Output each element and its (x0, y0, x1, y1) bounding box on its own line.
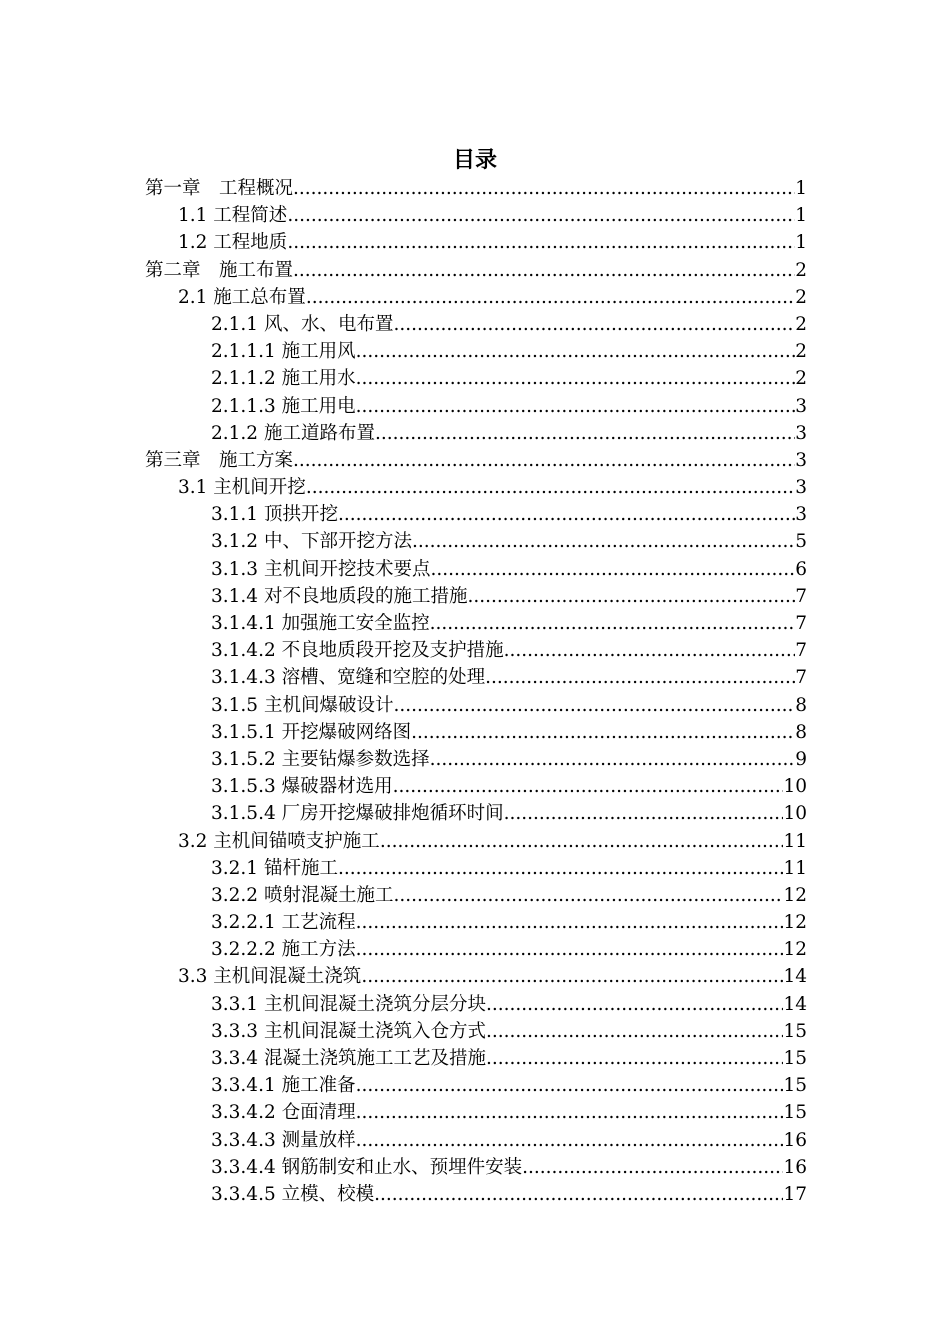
toc-entry-label: 3.3.4.2 仓面清理 (211, 1102, 356, 1124)
toc-entry[interactable] (145, 420, 807, 447)
toc-entry-label: 3.3.4.3 测量放样 (211, 1129, 356, 1151)
toc-entry[interactable] (145, 800, 807, 827)
dot-leader (356, 909, 784, 936)
toc-entry-page-number: 11 (783, 857, 807, 879)
dot-leader (306, 284, 795, 311)
dot-leader (287, 229, 795, 256)
toc-entry-label: 2.1.1.1 施工用风 (211, 341, 356, 363)
toc-entry-label: 3.2.2.1 工艺流程 (211, 912, 356, 934)
toc-entry-page-number: 7 (795, 667, 807, 689)
toc-entry-page-number: 16 (783, 1129, 807, 1151)
toc-entry[interactable] (145, 257, 807, 284)
toc-entry[interactable] (145, 963, 807, 990)
toc-entry[interactable] (145, 474, 807, 501)
toc-entry[interactable] (145, 1099, 807, 1126)
dot-leader (393, 882, 783, 909)
toc-entry[interactable] (145, 746, 807, 773)
toc-entry-page-number: 14 (783, 966, 807, 988)
toc-entry-label: 3.2 主机间锚喷支护施工 (178, 830, 380, 852)
toc-entry[interactable] (145, 610, 807, 637)
toc-entry-page-number: 2 (795, 286, 807, 308)
toc-entry[interactable] (145, 719, 807, 746)
toc-entry[interactable] (145, 1127, 807, 1154)
dot-leader (393, 773, 784, 800)
toc-entry[interactable] (145, 1072, 807, 1099)
toc-entry[interactable] (145, 556, 807, 583)
dot-leader (504, 637, 796, 664)
toc-entry[interactable] (145, 1018, 807, 1045)
dot-leader (306, 474, 795, 501)
dot-leader (374, 1181, 783, 1208)
toc-entry[interactable] (145, 447, 807, 474)
toc-entry-label: 2.1 施工总布置 (178, 286, 306, 308)
toc-entry[interactable] (145, 828, 807, 855)
toc-entry-label: 3.2.2.2 施工方法 (211, 939, 356, 961)
toc-entry-page-number: 12 (783, 912, 807, 934)
dot-leader (338, 501, 795, 528)
dot-leader (293, 447, 795, 474)
toc-entry-page-number: 3 (795, 422, 807, 444)
dot-leader (486, 1045, 783, 1072)
toc-entry-label: 3.2.1 锚杆施工 (211, 857, 338, 879)
toc-entry-label: 第二章 施工布置 (145, 259, 294, 281)
dot-leader (356, 365, 796, 392)
toc-entry-label: 第一章 工程概况 (145, 178, 294, 199)
dot-leader (430, 556, 795, 583)
toc-entry-label: 3.1.2 中、下部开挖方法 (211, 531, 412, 553)
toc-entry-label: 3.1.5.2 主要钻爆参数选择 (211, 748, 430, 770)
toc-entry-page-number: 2 (795, 368, 807, 390)
toc-entry-label: 2.1.1.3 施工用电 (211, 395, 356, 417)
toc-entry-label: 3.1.1 顶拱开挖 (211, 504, 338, 526)
toc-entry-label: 2.1.1 风、水、电布置 (211, 313, 394, 335)
toc-entry-label: 3.1.3 主机间开挖技术要点 (211, 558, 431, 580)
toc-entry-label: 3.1.4.1 加强施工安全监控 (211, 613, 430, 634)
dot-leader (411, 719, 795, 746)
toc-entry-label: 3.3.4 混凝土浇筑施工工艺及措施 (211, 1048, 486, 1069)
toc-entry-page-number: 10 (783, 776, 807, 798)
toc-entry-page-number: 12 (783, 939, 807, 961)
dot-leader (486, 991, 783, 1018)
toc-entry-page-number: 8 (795, 721, 807, 743)
toc-entry[interactable] (145, 501, 807, 528)
toc-entry-page-number: 1 (795, 178, 807, 199)
dot-leader (338, 855, 784, 882)
toc-entry-label: 2.1.1.2 施工用水 (211, 368, 356, 390)
toc-entry-page-number: 7 (795, 585, 807, 607)
toc-entry-label: 3.2.2 喷射混凝土施工 (211, 884, 394, 906)
toc-entry[interactable] (145, 936, 807, 963)
toc-entry-label: 3.1.5.1 开挖爆破网络图 (211, 721, 412, 743)
toc-entry-label: 3.3 主机间混凝土浇筑 (178, 966, 362, 988)
toc-entry-label: 3.1.4.3 溶槽、宽缝和空腔的处理 (211, 667, 486, 689)
toc-entry[interactable] (145, 882, 807, 909)
dot-leader (430, 610, 796, 637)
toc-entry[interactable] (145, 855, 807, 882)
toc-entry-label: 3.1.5.3 爆破器材选用 (211, 776, 393, 798)
toc-entry-page-number: 16 (783, 1156, 807, 1178)
dot-leader (504, 800, 784, 827)
toc-entry-page-number: 2 (795, 259, 807, 281)
toc-entry-label: 1.1 工程简述 (178, 205, 288, 227)
toc-entry-page-number: 12 (783, 884, 807, 906)
toc-entry-page-number: 8 (795, 694, 807, 716)
toc-entry[interactable] (145, 664, 807, 691)
dot-leader (356, 393, 796, 420)
dot-leader (293, 257, 795, 284)
toc-entry-page-number: 17 (783, 1183, 807, 1205)
toc-entry-page-number: 7 (795, 640, 807, 662)
toc-entry-page-number: 15 (783, 1075, 807, 1097)
toc-entry[interactable] (145, 1154, 807, 1181)
toc-entry[interactable] (145, 311, 807, 338)
toc-entry[interactable] (145, 365, 807, 392)
toc-entry-page-number: 14 (783, 993, 807, 1015)
dot-leader (485, 664, 795, 691)
dot-leader (287, 202, 795, 229)
toc-entry[interactable] (145, 338, 807, 365)
toc-title: 目录 (452, 148, 497, 173)
toc-entry-label: 2.1.2 施工道路布置 (211, 422, 375, 444)
dot-leader (356, 936, 784, 963)
dot-leader (356, 1127, 784, 1154)
toc-entry-page-number: 6 (795, 558, 807, 580)
toc-entry-page-number: 1 (795, 232, 807, 254)
toc-entry-page-number: 10 (783, 803, 807, 825)
toc-entry-label: 3.3.1 主机间混凝土浇筑分层分块 (211, 993, 486, 1015)
toc-entry-page-number: 15 (783, 1102, 807, 1124)
toc-entry[interactable] (145, 175, 807, 202)
toc-entry-page-number: 5 (795, 531, 807, 553)
toc-entry-page-number: 1 (795, 205, 807, 227)
toc-entry-label: 3.1.5.4 厂房开挖爆破排炮循环时间 (211, 803, 504, 825)
toc-entry-page-number: 3 (795, 477, 807, 499)
toc-entry[interactable] (145, 692, 807, 719)
toc-entry-label: 3.1 主机间开挖 (178, 477, 306, 499)
toc-entry-page-number: 9 (795, 748, 807, 770)
toc-entry[interactable] (145, 284, 807, 311)
toc-entry-label: 3.3.4.1 施工准备 (211, 1075, 356, 1097)
dot-leader (467, 583, 795, 610)
toc-entry[interactable] (145, 583, 807, 610)
toc-entry-page-number: 11 (783, 830, 807, 852)
dot-leader (486, 1018, 783, 1045)
toc-entry-page-number: 3 (795, 395, 807, 417)
toc-entry-page-number: 2 (795, 313, 807, 335)
table-of-contents (145, 175, 807, 1208)
toc-entry[interactable] (145, 202, 807, 229)
dot-leader (356, 338, 796, 365)
toc-entry[interactable] (145, 909, 807, 936)
toc-entry[interactable] (145, 1181, 807, 1208)
toc-entry[interactable] (145, 528, 807, 555)
toc-entry[interactable] (145, 393, 807, 420)
toc-entry[interactable] (145, 1045, 807, 1072)
toc-entry[interactable] (145, 991, 807, 1018)
toc-entry-page-number: 3 (795, 504, 807, 526)
toc-entry-page-number: 15 (783, 1048, 807, 1069)
toc-entry-label: 3.1.4 对不良地质段的施工措施 (211, 585, 468, 607)
toc-entry-label: 3.1.5 主机间爆破设计 (211, 694, 394, 716)
dot-leader (393, 692, 795, 719)
dot-leader (356, 1099, 784, 1126)
dot-leader (393, 311, 795, 338)
toc-entry-label: 1.2 工程地质 (178, 232, 288, 254)
toc-entry[interactable] (145, 229, 807, 256)
dot-leader (430, 746, 796, 773)
toc-entry-page-number: 15 (783, 1020, 807, 1042)
toc-entry-page-number: 2 (795, 341, 807, 363)
dot-leader (356, 1072, 784, 1099)
dot-leader (380, 828, 784, 855)
toc-entry-label: 第三章 施工方案 (145, 449, 294, 471)
toc-entry-page-number: 3 (795, 449, 807, 471)
toc-entry-label: 3.3.4.4 钢筋制安和止水、预埋件安装 (211, 1156, 523, 1178)
toc-entry-label: 3.1.4.2 不良地质段开挖及支护措施 (211, 640, 504, 662)
toc-entry-label: 3.3.4.5 立模、校模 (211, 1183, 375, 1205)
toc-entry[interactable] (145, 637, 807, 664)
dot-leader (293, 175, 795, 202)
toc-entry-page-number: 7 (795, 613, 807, 634)
dot-leader (361, 963, 783, 990)
dot-leader (522, 1154, 783, 1181)
toc-entry-label: 3.3.3 主机间混凝土浇筑入仓方式 (211, 1020, 486, 1042)
toc-entry[interactable] (145, 773, 807, 800)
dot-leader (412, 528, 795, 555)
dot-leader (375, 420, 795, 447)
